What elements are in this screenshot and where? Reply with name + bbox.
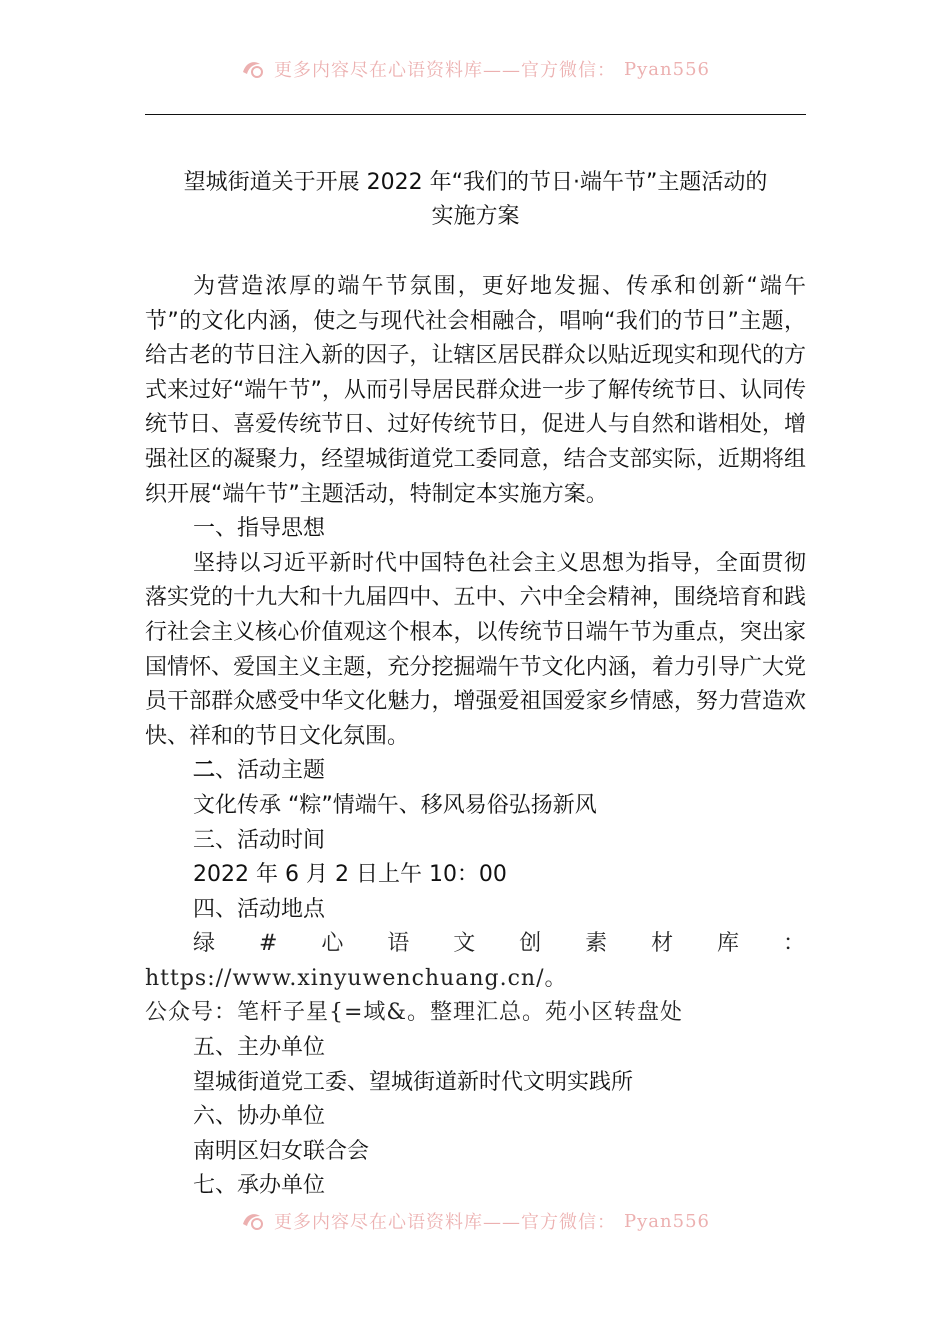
section-6-heading: 六、协办单位: [193, 1104, 326, 1130]
section-2-heading: [145, 754, 806, 789]
section-4-line-1: 绿#心语文创素材库：https://www.xinyuwenchuang.cn/。: [145, 931, 806, 991]
watermark-account: Pyan556: [624, 1210, 710, 1232]
section-2-number: 二: [193, 758, 216, 784]
section-4-heading: 四、活动地点: [193, 896, 326, 922]
section-4-line-2: 公众号：笔杆子星{=域&。整理汇总。苑小区转盘处: [145, 1000, 684, 1026]
section-7-heading: 七、承办单位: [193, 1173, 326, 1199]
section-5-body: 望城街道党工委、望城街道新时代文明实践所: [193, 1069, 634, 1095]
section-6-body: 南明区妇女联合会: [193, 1138, 370, 1164]
watermark-account: Pyan556: [624, 58, 710, 80]
document-title: [145, 166, 806, 234]
section-1-body: 坚持以习近平新时代中国特色社会主义思想为指导，全面贯彻落实党的十九大和十九届四中、五中、六中全会精神，围绕培育和践行社会主义核心价值观这个根本，以传统节日端午节为重点，突出家国情怀、爱国主义主题，充分挖掘端午节文化内涵，着力引导广大党员干部群众感受中华文化魅力，增强爱祖国爱家乡情感，努力营造欢快、祥和的节日文化氛围。: [145, 550, 806, 749]
footer-watermark: [0, 1206, 950, 1236]
title-line-1: 望城街道关于开展 2022 年“我们的节日·端午节”主题活动的: [183, 170, 768, 195]
watermark-logo-icon: [240, 58, 266, 80]
section-2-title: 、活动主题: [215, 758, 326, 784]
section-2-body: 文化传承 “粽”情端午、移风易俗弘扬新风: [193, 792, 597, 818]
header-divider: [145, 114, 806, 115]
document-body: [145, 270, 806, 1204]
section-5-heading: 五、主办单位: [193, 1035, 326, 1061]
watermark-logo-icon: [240, 1210, 266, 1232]
section-3-body: 2022 年 6 月 2 日上午 10：00: [193, 862, 507, 888]
header-watermark: [0, 54, 950, 84]
section-1-heading: 一、指导思想: [193, 516, 326, 542]
watermark-text: 更多内容尽在心语资料库——官方微信：: [274, 1212, 617, 1233]
title-line-2: 实施方案: [431, 204, 520, 229]
watermark-text: 更多内容尽在心语资料库——官方微信：: [274, 60, 617, 81]
section-3-heading: 三、活动时间: [193, 827, 326, 853]
intro-paragraph: 为营造浓厚的端午节氛围，更好地发掘、传承和创新“端午节”的文化内涵，使之与现代社会相融合，唱响“我们的节日”主题，给古老的节日注入新的因子，让辖区居民群众以贴近现实和现代的方式来过好“端午节”，从而引导居民群众进一步了解传统节日、认同传统节日、喜爱传统节日、过好传统节日，促进人与自然和谐相处，增强社区的凝聚力，经望城街道党工委同意，结合支部实际，近期将组织开展“端午节”主题活动，特制定本实施方案。: [145, 274, 806, 507]
